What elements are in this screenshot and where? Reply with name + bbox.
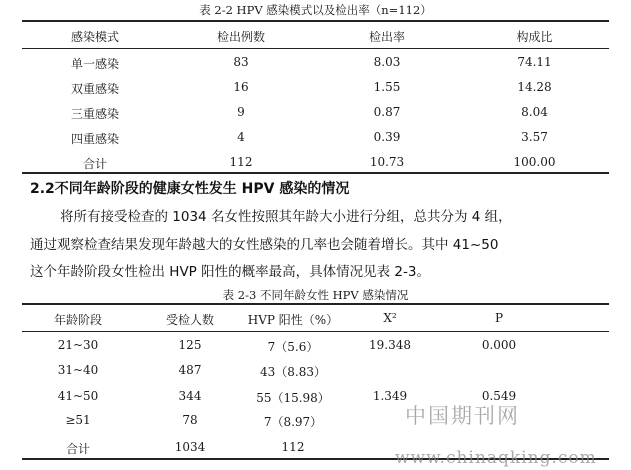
table1-cell: 4 bbox=[237, 130, 245, 144]
table2-header-chi2: X² bbox=[383, 311, 397, 325]
table1-cell: 单一感染 bbox=[70, 57, 119, 71]
table2-header-positive: HVP 阳性（%） bbox=[247, 313, 339, 327]
table1-cell: 14.28 bbox=[517, 80, 552, 94]
table2-cell: 344 bbox=[178, 389, 202, 403]
table2-cell: 112 bbox=[281, 440, 305, 454]
table2-header-examined: 受检人数 bbox=[165, 313, 214, 327]
paragraph-line: 将所有接受检查的 1034 名女性按照其年龄大小进行分组，总共分为 4 组， bbox=[60, 209, 512, 225]
table1-bottom-rule bbox=[22, 172, 609, 174]
table2-header-rule bbox=[22, 331, 609, 332]
table2-chi2-group1: 19.348 bbox=[369, 338, 411, 352]
watermark-cn: 中国期刊网 bbox=[405, 404, 520, 428]
paragraph-line: 通过观察检查结果发现年龄越大的女性感染的几率也会随着增长。其中 41~50 bbox=[30, 237, 499, 253]
table2-cell: 31~40 bbox=[57, 363, 99, 377]
table1-header-rate: 检出率 bbox=[368, 30, 405, 44]
watermark-url: www.chinaqking.com bbox=[395, 448, 597, 468]
table2-header-age: 年龄阶段 bbox=[53, 313, 102, 327]
table2-cell: 125 bbox=[178, 338, 202, 352]
table2-cell: 78 bbox=[182, 413, 198, 427]
table1-header-count: 检出例数 bbox=[216, 30, 265, 44]
table1-cell: 100.00 bbox=[513, 155, 556, 169]
table1-header-ratio: 构成比 bbox=[516, 30, 553, 44]
section-heading: 2.2不同年龄阶段的健康女性发生 HPV 感染的情况 bbox=[30, 181, 350, 197]
table1-cell: 3.57 bbox=[521, 130, 548, 144]
next-heading-fragment bbox=[30, 462, 35, 470]
table1-caption: 表 2-2 HPV 感染模式以及检出率（n=112） bbox=[199, 3, 432, 17]
table1-cell: 74.11 bbox=[517, 55, 552, 69]
table1-cell: 16 bbox=[233, 80, 249, 94]
table1-cell: 四重感染 bbox=[70, 132, 119, 146]
table1-header-rule bbox=[22, 48, 609, 49]
paragraph-line: 这个年龄阶段女性检出 HVP 阳性的概率最高，具体情况见表 2-3。 bbox=[30, 264, 430, 280]
table1-cell: 合计 bbox=[82, 157, 107, 171]
table2-p-group1: 0.000 bbox=[481, 338, 517, 352]
table2-cell: 7（5.6） bbox=[267, 340, 319, 354]
table1-cell: 8.03 bbox=[373, 55, 401, 69]
table2-cell: 7（8.97） bbox=[263, 415, 323, 429]
table2-cell: ≥51 bbox=[65, 413, 91, 427]
table2-cell: 487 bbox=[178, 363, 202, 377]
table2-cell: 合计 bbox=[65, 442, 90, 456]
table2-p-group2: 0.549 bbox=[481, 389, 517, 403]
table2-header-p: P bbox=[494, 311, 504, 325]
table1-cell: 8.04 bbox=[521, 105, 548, 119]
table2-caption: 表 2-3 不同年龄女性 HPV 感染情况 bbox=[222, 288, 409, 302]
table1-cell: 1.55 bbox=[373, 80, 401, 94]
table1-cell: 9 bbox=[237, 105, 245, 119]
table1-cell: 83 bbox=[233, 55, 249, 69]
table2-cell: 43（8.83） bbox=[260, 365, 326, 379]
table2-cell: 55（15.98） bbox=[256, 391, 330, 405]
table2-cell: 41~50 bbox=[57, 389, 99, 403]
table1-header-pattern: 感染模式 bbox=[70, 30, 119, 44]
table2-cell: 1034 bbox=[174, 440, 206, 454]
table1-cell: 0.87 bbox=[373, 105, 401, 119]
table2-top-rule bbox=[22, 303, 609, 305]
table1-cell: 10.73 bbox=[369, 155, 405, 169]
table2-chi2-group2: 1.349 bbox=[372, 389, 408, 403]
table1-cell: 112 bbox=[229, 155, 253, 169]
table1-cell: 三重感染 bbox=[70, 107, 119, 121]
table1-top-rule bbox=[22, 20, 609, 22]
table1-cell: 0.39 bbox=[373, 130, 401, 144]
table1-cell: 双重感染 bbox=[70, 82, 119, 96]
table2-cell: 21~30 bbox=[57, 338, 99, 352]
